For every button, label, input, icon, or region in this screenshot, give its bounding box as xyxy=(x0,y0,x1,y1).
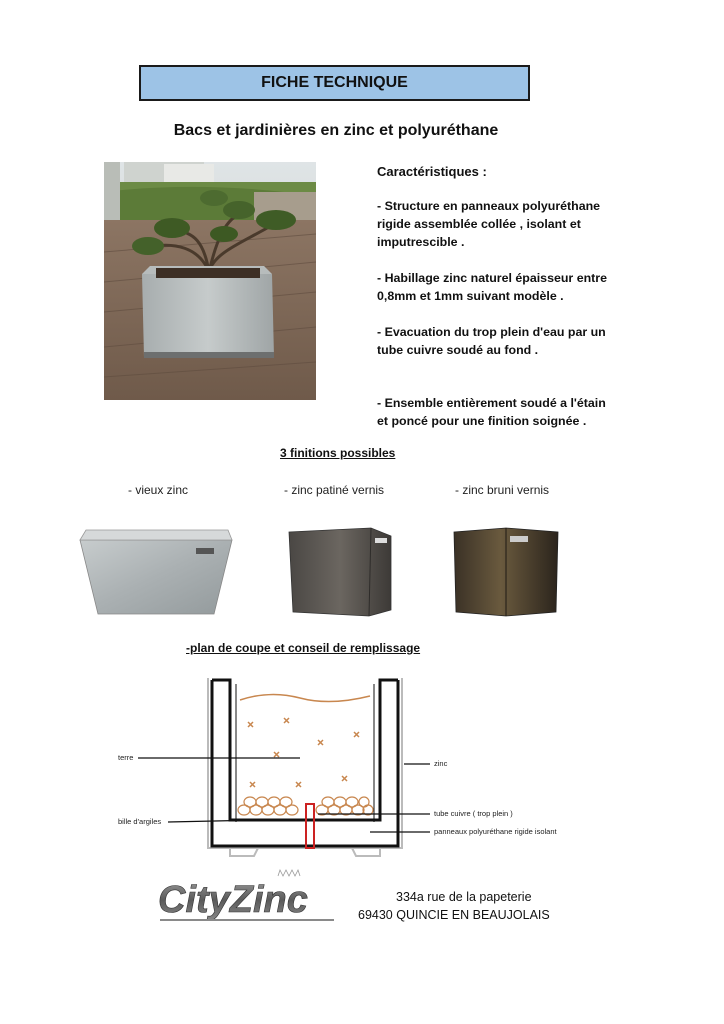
cross-section-heading: -plan de coupe et conseil de remplissage xyxy=(186,641,421,655)
label-terre: terre xyxy=(118,753,134,762)
finish-label-zinc-bruni: - zinc bruni vernis xyxy=(455,483,550,497)
page-subtitle: Bacs et jardinières en zinc et polyuréthane xyxy=(173,122,499,139)
characteristic-structure: - Structure en panneaux polyuréthane rigide assemblée collée , isolant et imputrescible . xyxy=(377,199,601,249)
cityzinc-logo xyxy=(156,868,340,931)
address-line-1: 334a rue de la papeterie xyxy=(396,890,532,904)
label-panneaux: panneaux polyuréthane rigide isolant xyxy=(434,827,557,836)
finish-label-vieux-zinc: - vieux zinc xyxy=(128,483,189,497)
characteristic-habillage: - Habillage zinc naturel épaisseur entre 0,8mm et 1mm suivant modèle . xyxy=(377,271,607,303)
characteristic-soudure: - Ensemble entièrement soudé a l'étain et poncé pour une finition soignée . xyxy=(377,396,606,428)
characteristic-evacuation: - Evacuation du trop plein d'eau par un tube cuivre soudé au fond . xyxy=(377,325,606,357)
label-zinc: zinc xyxy=(434,759,448,768)
finish-label-zinc-patine: - zinc patiné vernis xyxy=(284,483,385,497)
address-line-2: 69430 QUINCIE EN BEAUJOLAIS xyxy=(358,908,550,922)
finishes-heading: 3 finitions possibles xyxy=(280,446,396,460)
label-tube: tube cuivre ( trop plein ) xyxy=(434,809,513,818)
characteristics-heading: Caractéristiques : xyxy=(377,164,487,179)
logo-text: CityZinc xyxy=(158,879,308,921)
label-billes: bille d'argiles xyxy=(118,817,162,826)
page-title-text: FICHE TECHNIQUE xyxy=(261,74,408,91)
